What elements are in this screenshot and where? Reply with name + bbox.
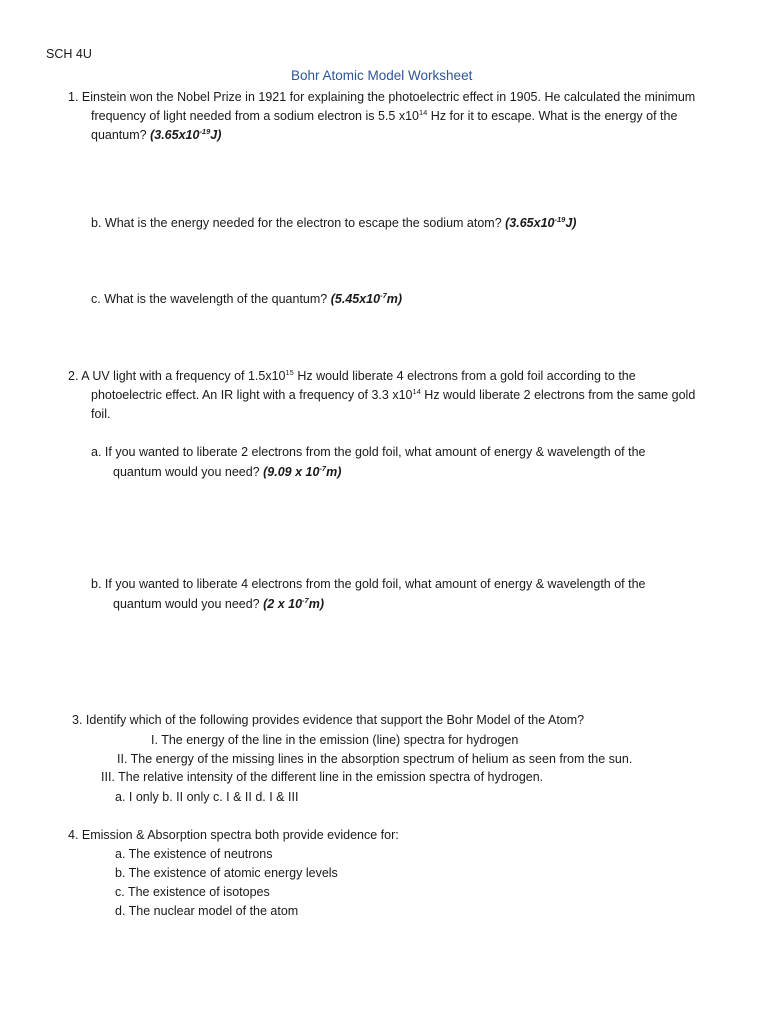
q1-answer-exponent: -19 xyxy=(199,127,211,136)
q1b-answer-exponent: -19 xyxy=(554,215,566,224)
q1-line-3 xyxy=(91,126,221,145)
q1-answer-base: (3.65x10 xyxy=(150,128,200,142)
q4-option-d: d. The nuclear model of the atom xyxy=(115,904,299,918)
q1-answer xyxy=(150,128,221,142)
q1b-answer-unit: J) xyxy=(565,216,577,230)
q2-line-2-text: photoelectric effect. An IR light with a frequency of 3.3 x10 xyxy=(91,388,413,402)
q1-line-2-text-end: Hz for it to escape. What is the energy of the xyxy=(427,109,678,123)
q4-option-a: a. The existence of neutrons xyxy=(115,847,273,861)
q1-line-3-text: quantum? xyxy=(91,128,151,142)
course-code: SCH 4U xyxy=(46,47,92,61)
q1b-answer xyxy=(505,216,576,230)
q2-line-2 xyxy=(91,386,695,405)
q2-line-1-text: 2. A UV light with a frequency of 1.5x10 xyxy=(68,369,286,383)
q2b-line-1: b. If you wanted to liberate 4 electrons from the gold foil, what amount of energy & wavelength of the xyxy=(91,577,646,591)
q2-line-1-text-end: Hz would liberate 4 electrons from a gold foil according to the xyxy=(293,369,636,383)
q2a-answer-unit: m) xyxy=(326,465,342,479)
q2a-line-1: a. If you wanted to liberate 2 electrons from the gold foil, what amount of energy & wavelength of the xyxy=(91,445,646,459)
q2-line-1-exponent: 15 xyxy=(285,368,294,377)
q1-answer-unit: J) xyxy=(210,128,222,142)
q2b-answer-unit: m) xyxy=(308,597,324,611)
q1c-answer-exponent: -7 xyxy=(380,291,387,300)
q3-item-1: I. The energy of the line in the emission (line) spectra for hydrogen xyxy=(151,733,519,747)
q2b-answer xyxy=(263,597,324,611)
q4-option-b: b. The existence of atomic energy levels xyxy=(115,866,338,880)
q3-item-2: II. The energy of the missing lines in the absorption spectrum of helium as seen from the sun. xyxy=(117,752,633,766)
q4-option-c: c. The existence of isotopes xyxy=(115,885,270,899)
q2-line-3: foil. xyxy=(91,407,111,421)
q2-line-1 xyxy=(68,367,636,386)
q1c-answer-base: (5.45x10 xyxy=(330,292,381,306)
q2a-answer-exponent: -7 xyxy=(319,464,327,473)
q4-stem: 4. Emission & Absorption spectra both provide evidence for: xyxy=(68,828,399,842)
q2a-answer-base: (9.09 x 10 xyxy=(263,465,320,479)
q1b-answer-base: (3.65x10 xyxy=(505,216,555,230)
q1c-text: c. What is the wavelength of the quantum? xyxy=(91,292,331,306)
q1c-answer xyxy=(331,292,402,306)
q1b-text: b. What is the energy needed for the electron to escape the sodium atom? xyxy=(91,216,506,230)
q1b xyxy=(91,214,576,233)
q1-line-2 xyxy=(91,107,677,126)
q2b-answer-exponent: -7 xyxy=(302,596,309,605)
q1-line-2-exponent: 14 xyxy=(418,108,428,117)
q3-options: a. I only b. II only c. I & II d. I & III xyxy=(115,790,299,804)
q1-line-1: 1. Einstein won the Nobel Prize in 1921 for explaining the photoelectric effect in 1905. He calculated the minimum xyxy=(68,90,696,104)
q2b-line-2 xyxy=(113,595,324,614)
q2a-answer xyxy=(263,465,341,479)
q2b-answer-base: (2 x 10 xyxy=(263,597,303,611)
q3-item-3: III. The relative intensity of the different line in the emission spectra of hydrogen. xyxy=(101,770,544,784)
q1c xyxy=(91,290,402,309)
q2a-line-2 xyxy=(113,463,341,482)
q1c-answer-unit: m) xyxy=(386,292,403,306)
page-title: Bohr Atomic Model Worksheet xyxy=(291,68,473,83)
q2-line-2-text-end: Hz would liberate 2 electrons from the same gold xyxy=(420,388,696,402)
q1-line-2-text: frequency of light needed from a sodium electron is 5.5 x10 xyxy=(91,109,419,123)
q2-line-2-exponent: 14 xyxy=(412,387,421,396)
q3-stem: 3. Identify which of the following provides evidence that support the Bohr Model of the Atom? xyxy=(72,713,585,727)
q2a-line-2-text: quantum would you need? xyxy=(113,465,264,479)
q2b-line-2-text: quantum would you need? xyxy=(113,597,264,611)
